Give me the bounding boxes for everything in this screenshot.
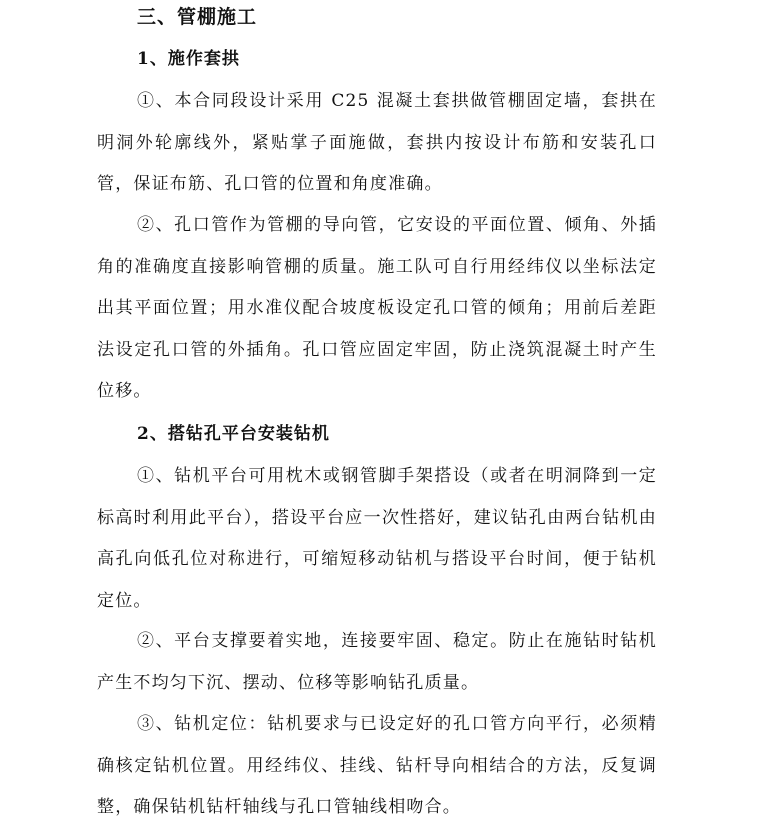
subsection-title-1: 1、施作套拱 — [137, 49, 240, 69]
paragraph-2-3: ③、钻机定位：钻机要求与已设定好的孔口管方向平行，必须精确核定钻机位置。用经纬仪、挂线、钻杆导向相结合的方法，反复调整，确保钻机钻杆轴线与孔口管轴线相吻合。 — [97, 714, 657, 817]
subsection-title-2: 2、搭钻孔平台安装钻机 — [137, 424, 330, 444]
paragraph-2-2: ②、平台支撑要着实地，连接要牢固、稳定。防止在施钻时钻机产生不均匀下沉、摆动、位移等影响钻孔质量。 — [97, 631, 657, 693]
section-heading: 三、管棚施工 — [137, 6, 258, 28]
paragraph-1-1: ①、本合同段设计采用 C25 混凝土套拱做管棚固定墙，套拱在明洞外轮廓线外，紧贴掌子面施做，套拱内按设计布筋和安装孔口管，保证布筋、孔口管的位置和角度准确。 — [97, 91, 657, 194]
paragraph-1-2: ②、孔口管作为管棚的导向管，它安设的平面位置、倾角、外插角的准确度直接影响管棚的质量。施工队可自行用经纬仪以坐标法定出其平面位置；用水准仪配合坡度板设定孔口管的倾角；用前后差距法设定孔口管的外插角。孔口管应固定牢固，防止浇筑混凝土时产生位移。 — [97, 215, 657, 401]
paragraph-2-1: ①、钻机平台可用枕木或钢管脚手架搭设（或者在明洞降到一定标高时利用此平台），搭设平台应一次性搭好，建议钻孔由两台钻机由高孔向低孔位对称进行，可缩短移动钻机与搭设平台时间，便于钻机定位。 — [97, 466, 657, 611]
